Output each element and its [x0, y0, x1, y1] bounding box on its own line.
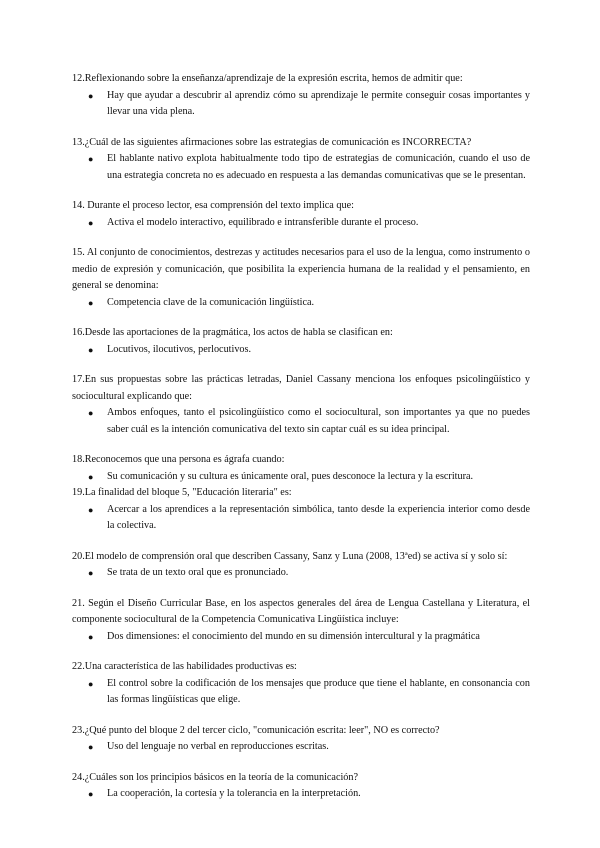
bullet-icon: ●: [88, 742, 94, 752]
question-block: [72, 198, 530, 231]
bullet-icon: ●: [88, 789, 94, 799]
question-text: 20.El modelo de comprensión oral que describen Cassany, Sanz y Luna (2008, 13ªed) se activa sí y solo sí:: [72, 550, 508, 562]
answer-list: [72, 629, 530, 646]
answer-text: El control sobre la codificación de los mensajes que produce que tiene el hablante, en consonancia con las formas lingüísticas que elige.: [107, 677, 530, 705]
answer-item: [72, 502, 530, 535]
answer-list: [72, 676, 530, 709]
answer-item: [72, 215, 530, 232]
answer-text: Competencia clave de la comunicación lingüística.: [107, 296, 315, 308]
answer-item: [72, 786, 530, 803]
question-block: [72, 770, 530, 803]
question-text: 13.¿Cuál de las siguientes afirmaciones sobre las estrategias de comunicación es INCORRECTA?: [72, 136, 472, 148]
answer-item: [72, 629, 530, 646]
answer-list: [72, 405, 530, 438]
bullet-icon: ●: [88, 344, 94, 355]
bullet-icon: ●: [88, 504, 94, 515]
bullet-icon: ●: [88, 408, 94, 418]
question-text: 15. Al conjunto de conocimientos, destrezas y actitudes necesarios para el uso de la lengua, como instrumento o medio de expresión y comunicación, que posibilita la experiencia humana de la realidad y el pensamiento, en general se denomina:: [72, 247, 530, 291]
question-block: [72, 659, 530, 709]
bullet-icon: ●: [88, 154, 94, 164]
question-text: 21. Según el Diseño Curricular Base, en los aspectos generales del área de Lengua Castellana y Literatura, el componente sociocultural de la Competencia Comunicativa Lingüística incluye:: [72, 597, 530, 625]
question-text: 16.Desde las aportaciones de la pragmática, los actos de habla se clasifican en:: [72, 327, 393, 338]
question-block: [72, 372, 530, 438]
answer-item: [72, 342, 530, 359]
answer-item: [72, 739, 530, 756]
answer-text: Uso del lenguaje no verbal en reproducciones escritas.: [107, 741, 329, 752]
question-block: [72, 596, 530, 646]
question-text: 22.Una característica de las habilidades productivas es:: [72, 661, 297, 672]
answer-text: Se trata de un texto oral que es pronunciado.: [107, 567, 289, 578]
answer-text: Dos dimensiones: el conocimiento del mundo en su dimensión intercultural y la pragmática: [107, 630, 480, 642]
answer-list: [72, 88, 530, 121]
bullet-icon: ●: [88, 471, 94, 482]
question-block: [72, 723, 530, 756]
bullet-icon: ●: [88, 217, 94, 228]
answer-text: La cooperación, la cortesía y la tolerancia en la interpretación.: [107, 788, 361, 799]
answer-list: [72, 469, 530, 486]
answer-list: [72, 295, 530, 312]
bullet-icon: ●: [88, 631, 94, 642]
answer-item: [72, 676, 530, 709]
answer-item: [72, 565, 530, 582]
question-block: [72, 135, 530, 185]
answer-list: [72, 739, 530, 756]
answer-list: [72, 502, 530, 535]
answer-text: Activa el modelo interactivo, equilibrado e intransferible durante el proceso.: [107, 216, 419, 228]
answer-item: [72, 295, 530, 312]
question-text: 12.Reflexionando sobre la enseñanza/aprendizaje de la expresión escrita, hemos de admitir que:: [72, 73, 463, 84]
question-block: [72, 549, 530, 582]
answer-item: [72, 405, 530, 438]
question-block: [72, 452, 530, 485]
question-block: [72, 245, 530, 311]
question-block: [72, 325, 530, 358]
answer-text: Hay que ayudar a descubrir al aprendiz cómo su aprendizaje le permite conseguir cosas importantes y llevar una vida plena.: [107, 89, 530, 117]
question-text: 18.Reconocemos que una persona es ágrafa cuando:: [72, 454, 285, 465]
bullet-icon: ●: [88, 90, 94, 101]
answer-list: [72, 215, 530, 232]
answer-list: [72, 342, 530, 359]
bullet-icon: ●: [88, 297, 94, 308]
answer-list: [72, 786, 530, 803]
question-text: 23.¿Qué punto del bloque 2 del tercer ciclo, "comunicación escrita: leer", NO es correcto?: [72, 724, 440, 736]
question-text: 19.La finalidad del bloque 5, "Educación literaria" es:: [72, 487, 292, 498]
answer-item: [72, 151, 530, 184]
answer-text: Ambos enfoques, tanto el psicolingüístico como el sociocultural, son importantes ya que no puedes saber cuál es la intención comunicativa del texto sin captar cuál es su idea principal.: [107, 407, 530, 435]
answer-item: [72, 88, 530, 121]
answer-text: Su comunicación y su cultura es únicamente oral, pues desconoce la lectura y la escritura.: [107, 470, 474, 482]
answer-list: [72, 151, 530, 184]
answer-text: Acercar a los aprendices a la representación simbólica, tanto desde la experiencia interior como desde la colectiva.: [107, 503, 530, 531]
bullet-icon: ●: [88, 568, 94, 578]
bullet-icon: ●: [88, 678, 94, 689]
question-text: 14. Durante el proceso lector, esa comprensión del texto implica que:: [72, 200, 354, 211]
answer-text: El hablante nativo explota habitualmente todo tipo de estrategias de comunicación, cuando el uso de una estrategia concreta no es adecuado en respuesta a las demandas comunicativas que se le presentan.: [107, 153, 530, 181]
answer-list: [72, 565, 530, 582]
answer-item: [72, 469, 530, 486]
question-text: 17.En sus propuestas sobre las prácticas letradas, Daniel Cassany menciona los enfoques psicolingüístico y sociocultural explicando que:: [72, 374, 530, 402]
answer-text: Locutivos, ilocutivos, perlocutivos.: [107, 343, 252, 355]
document-page: [72, 71, 530, 817]
question-block: [72, 71, 530, 121]
question-block: [72, 485, 530, 535]
question-text: 24.¿Cuáles son los principios básicos en la teoría de la comunicación?: [72, 771, 359, 783]
